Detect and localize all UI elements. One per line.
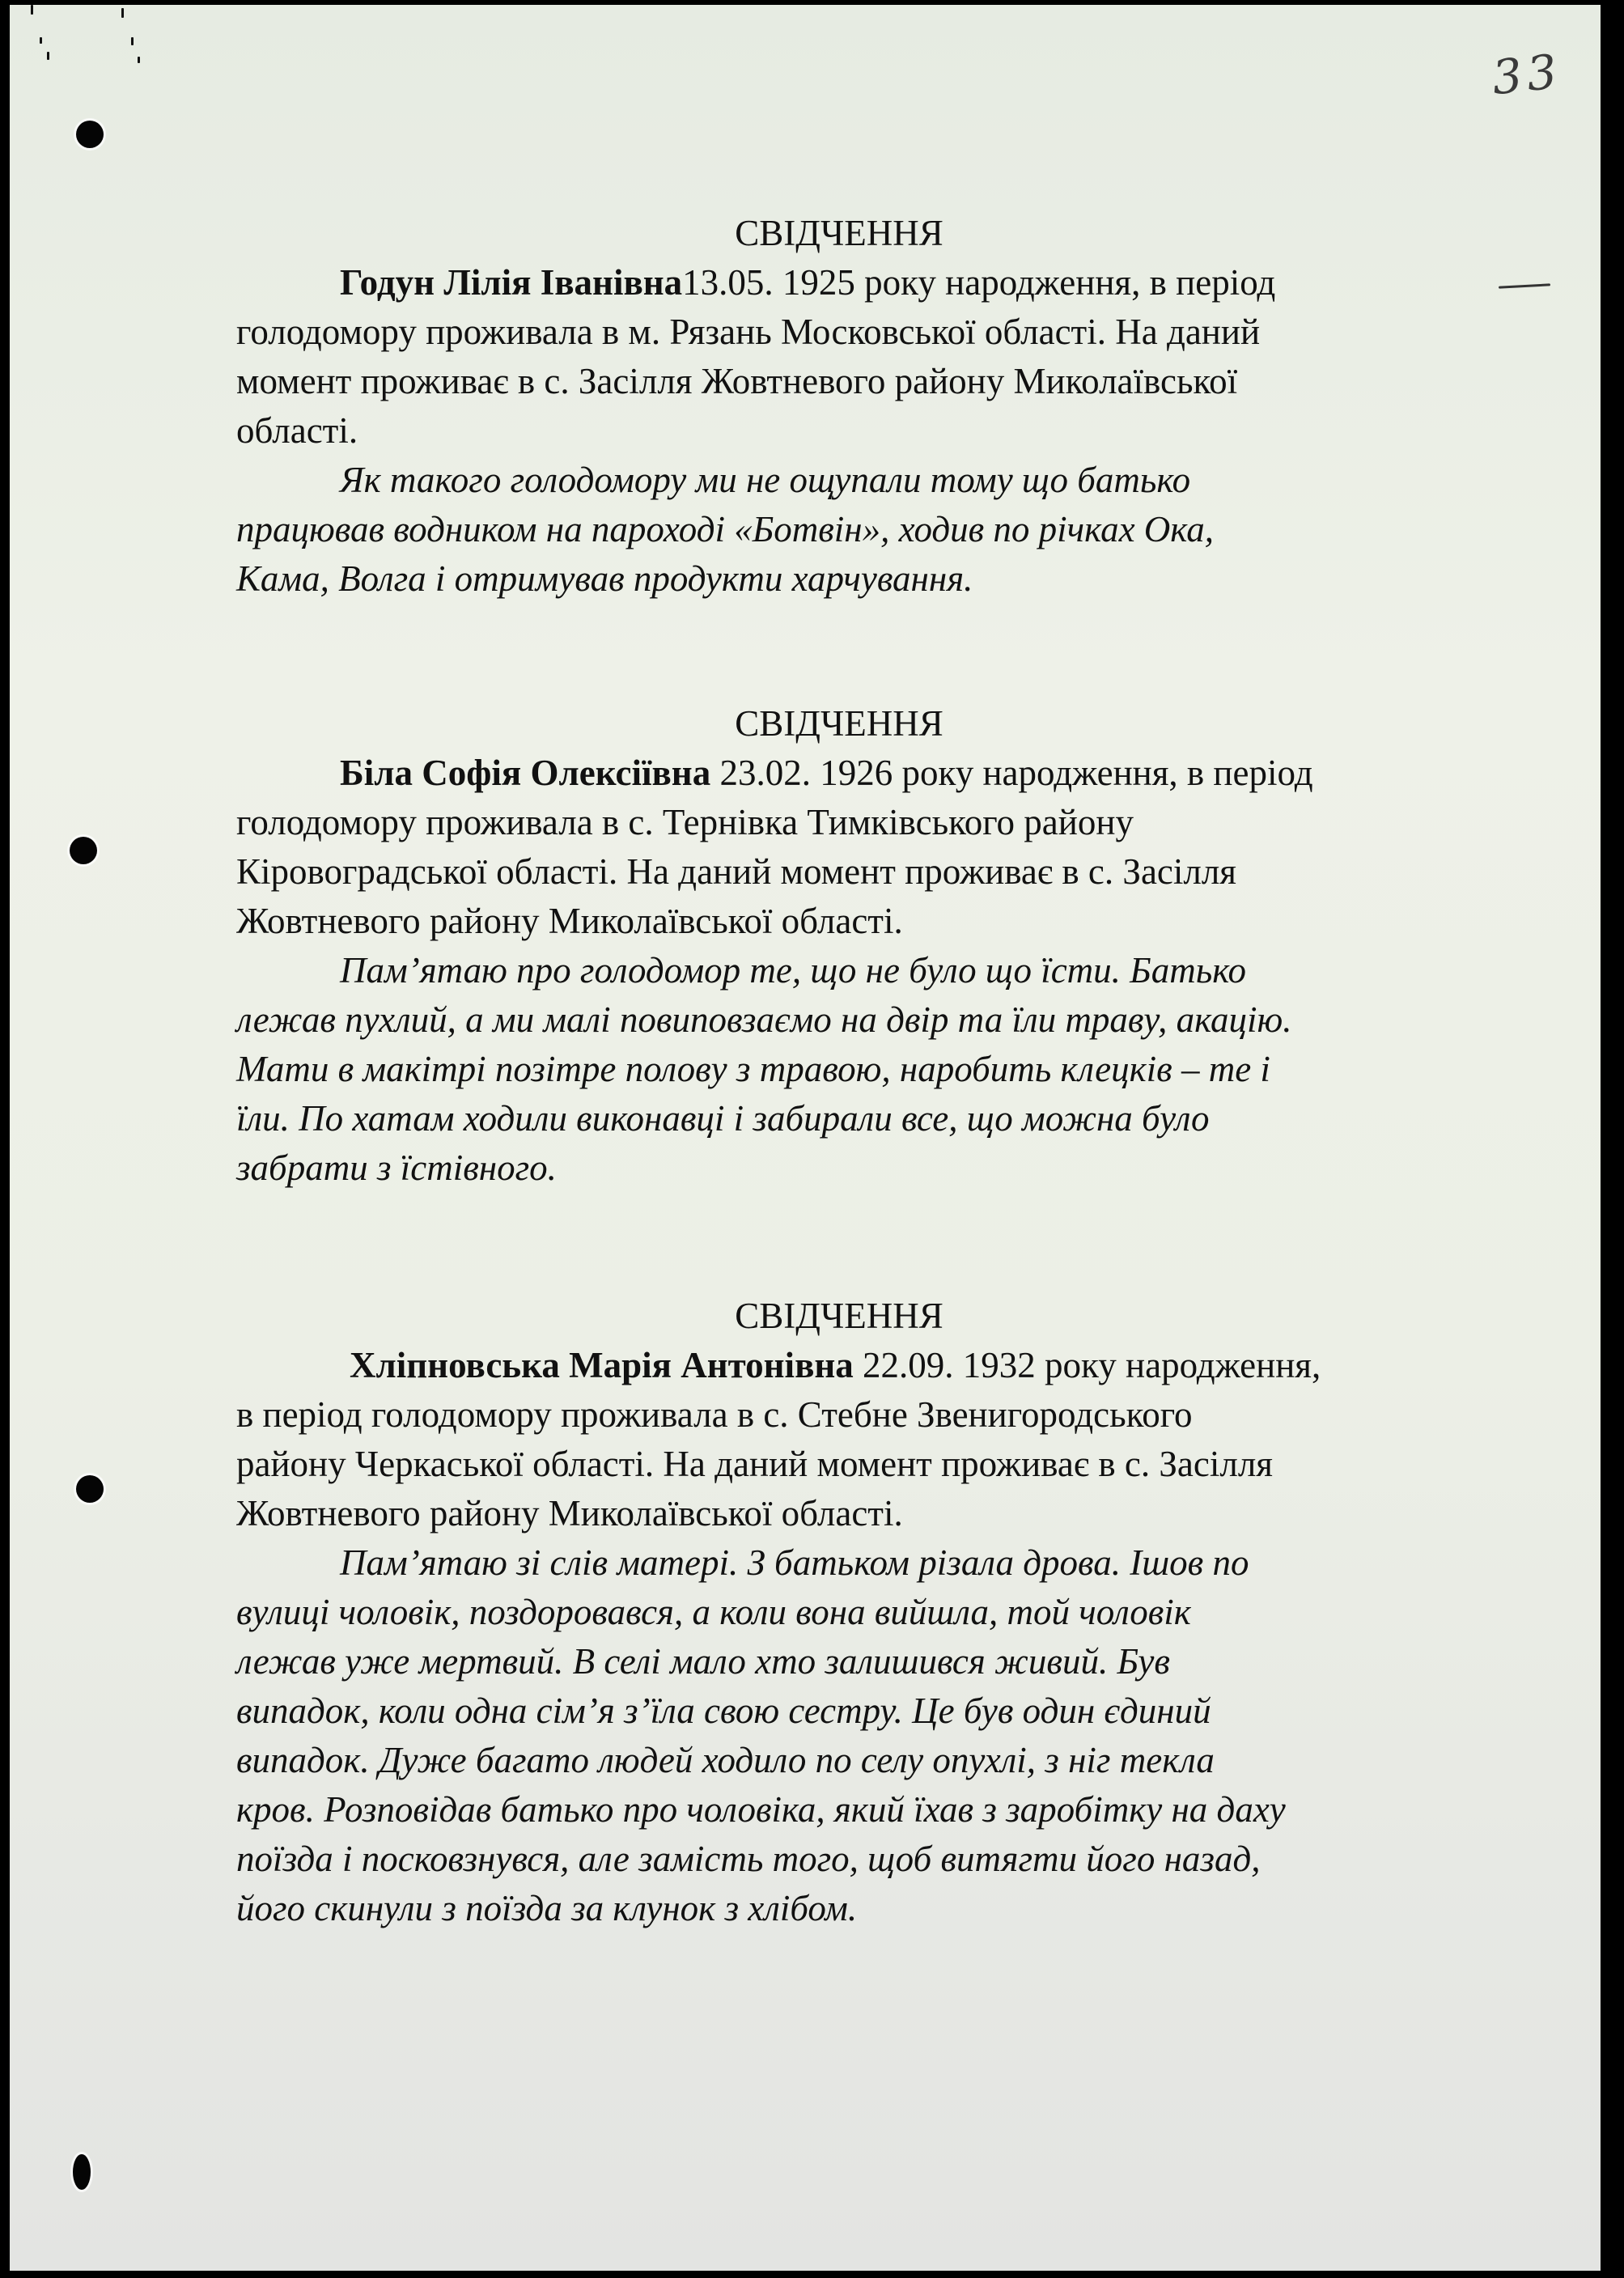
birth-info: 13.05. 1925 року народження, в період — [682, 262, 1276, 303]
punch-hole — [76, 121, 104, 148]
testimony-1 — [236, 209, 1523, 604]
witness-name: Біла Софія Олексіївна — [340, 753, 711, 793]
testimony-intro-line — [236, 1341, 1523, 1390]
account-line: кров. Розповідав батько про чоловіка, який їхав з заробітку на даху — [236, 1789, 1286, 1830]
document-page — [10, 5, 1601, 2271]
account-line: Як такого голодомору ми не ощупали тому що батько — [340, 460, 1191, 500]
bio-line: момент проживає в с. Засілля Жовтневого району Миколаївської — [236, 361, 1238, 401]
witness-name: Хліпновська Марія Антонівна — [350, 1345, 854, 1385]
bio-line: району Черкаської області. На даний момент проживає в с. Засілля — [236, 1444, 1273, 1484]
testimony-heading: СВІДЧЕННЯ — [735, 213, 943, 253]
testimony-2 — [236, 699, 1523, 1193]
account-line: працював водником на пароході «Ботвін», ходив по річках Ока, — [236, 509, 1214, 549]
punch-hole — [76, 1475, 104, 1503]
witness-name: Годун Лілія Іванівна — [340, 262, 683, 303]
testimony-intro-line — [236, 258, 1523, 308]
bio-line: голодомору проживала в м. Рязань Московської області. На даний — [236, 312, 1261, 352]
staple-mark — [47, 52, 49, 60]
account-line: Кама, Волга і отримував продукти харчування. — [236, 558, 973, 599]
account-line: його скинули з поїзда за клунок з хлібом. — [236, 1888, 858, 1928]
staple-mark — [138, 57, 140, 63]
bio-line: області. — [236, 410, 358, 451]
account-line: Мати в макітрі позітре полову з травою, наробить клецків – те і — [236, 1049, 1270, 1089]
bio-line: голодомору проживала в с. Тернівка Тимківського району — [236, 802, 1134, 842]
testimony-heading: СВІДЧЕННЯ — [735, 703, 943, 744]
birth-info: 22.09. 1932 року народження, — [853, 1345, 1321, 1385]
bio-line: Жовтневого району Миколаївської області. — [236, 901, 903, 941]
account-line: випадок, коли одна сім’я з’їла свою сестру. Це був один єдиний — [236, 1690, 1211, 1731]
account-line: поїзда і посковзнувся, але замість того, щоб витягти його назад, — [236, 1839, 1261, 1879]
account-line: Пам’ятаю про голодомор те, що не було що їсти. Батько — [340, 950, 1247, 991]
account-line: вулиці чоловік, поздоровався, а коли вона вийшла, той чоловік — [236, 1592, 1191, 1632]
testimony-heading: СВІДЧЕННЯ — [735, 1296, 943, 1336]
punch-hole — [70, 837, 97, 864]
bio-line: Кіровоградської області. На даний момент проживає в с. Засілля — [236, 851, 1237, 892]
birth-info: 23.02. 1926 року народження, в період — [710, 753, 1313, 793]
staple-mark — [131, 37, 134, 45]
punch-hole — [73, 2154, 91, 2190]
account-line: Пам’ятаю зі слів матері. З батьком різала дрова. Ішов по — [340, 1542, 1249, 1583]
handwritten-page-number: 33 — [1489, 43, 1565, 106]
account-line: лежав уже мертвий. В селі мало хто залишився живий. Був — [236, 1641, 1170, 1682]
testimony-intro-line — [236, 749, 1523, 798]
bio-line: в період голодомору проживала в с. Стебне Звенигородського — [236, 1394, 1193, 1435]
staple-mark — [31, 5, 33, 15]
account-line: їли. По хатам ходили виконавці і забирали все, що можна було — [236, 1098, 1210, 1139]
bio-line: Жовтневого району Миколаївської області. — [236, 1493, 903, 1534]
testimony-3 — [236, 1292, 1523, 1933]
staple-mark — [40, 37, 42, 44]
account-line: забрати з їстівного. — [236, 1147, 557, 1188]
account-line: випадок. Дуже багато людей ходило по селу опухлі, з ніг текла — [236, 1740, 1215, 1780]
staple-mark — [121, 8, 124, 18]
account-line: лежав пухлий, а ми малі повиповзаємо на двір та їли траву, акацію. — [236, 999, 1292, 1040]
